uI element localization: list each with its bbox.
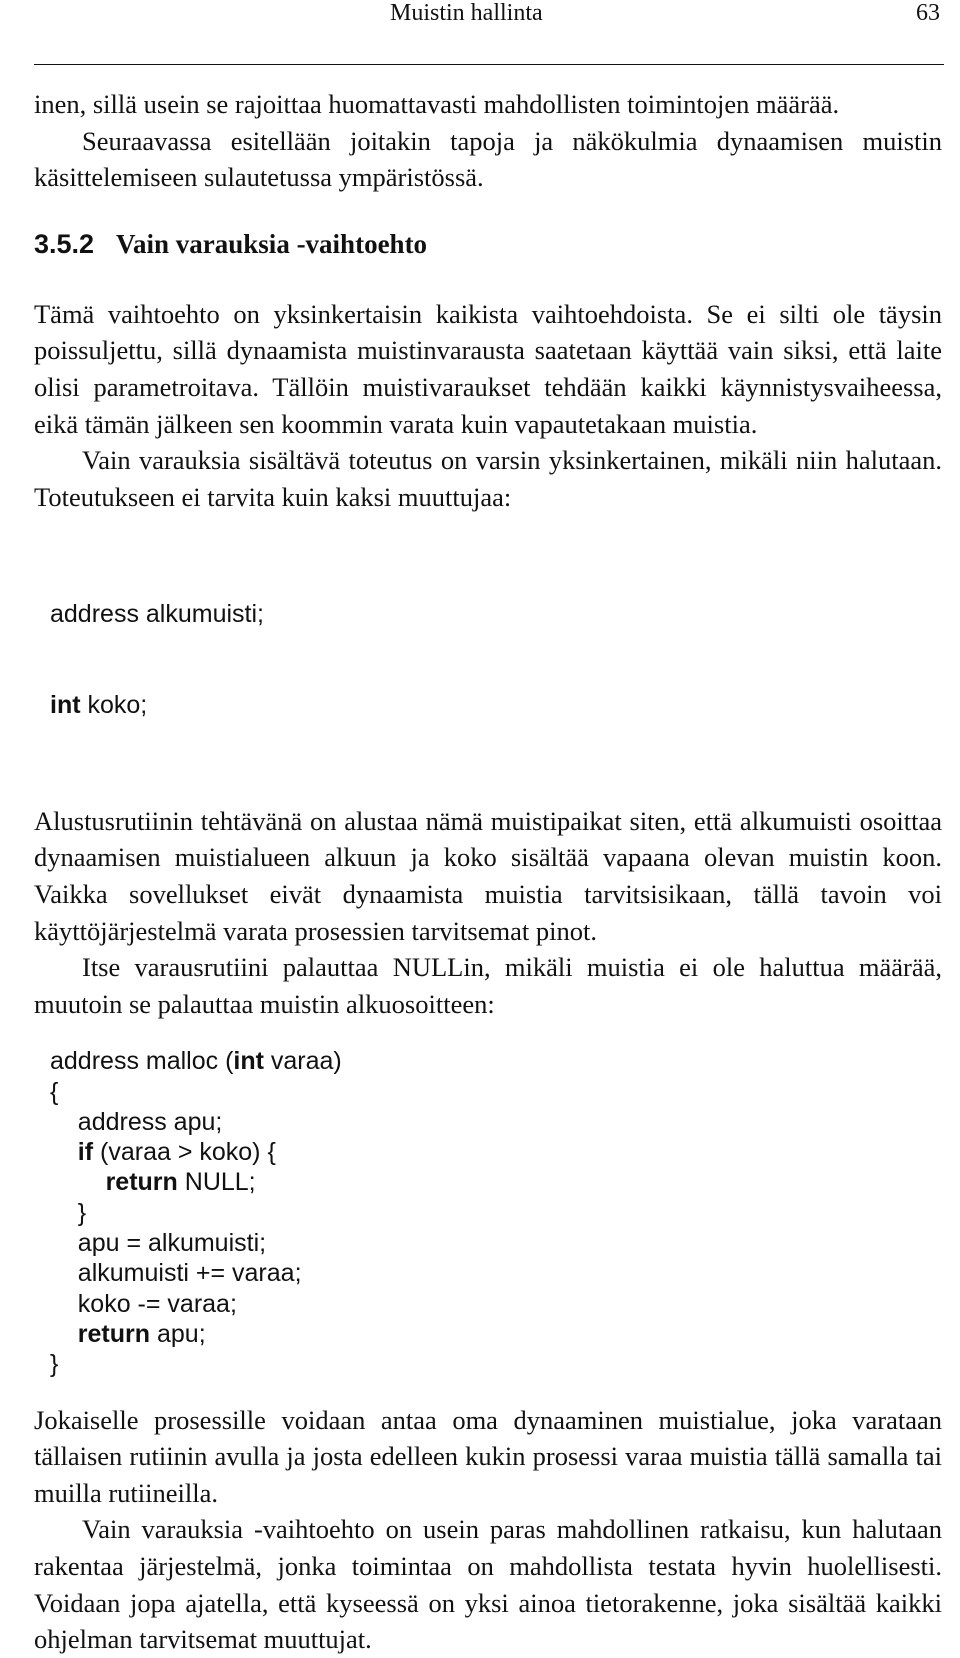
code-line <box>50 1319 942 1349</box>
code-indent <box>50 1290 78 1318</box>
code-keyword: int <box>233 1047 264 1076</box>
code-text: koko -= varaa; <box>77 1289 237 1318</box>
page-number: 63 <box>916 0 940 26</box>
code-indent <box>50 1138 78 1166</box>
paragraph: Alustusrutiinin tehtävänä on alustaa nämä muistipaikat siten, että alkumuisti osoittaa dynaamisen muistialueen alkuun ja koko sisältää vapaana olevan muistin koon. Vaikka sovellukset eivät dynaamista muistia tarvitsisikaan, tällä tavoin voi käyttöjärjestelmä varata prosessien tarvitsemat pinot. <box>34 805 942 946</box>
code-text: (varaa > koko) { <box>93 1138 276 1167</box>
code-line <box>50 690 942 720</box>
code-indent <box>50 1108 78 1136</box>
code-text: apu = alkumuisti; <box>77 1229 267 1258</box>
code-text: address malloc ( <box>50 1047 234 1076</box>
code-line <box>50 1046 942 1076</box>
running-header <box>36 0 942 38</box>
code-text: } <box>77 1198 87 1227</box>
paragraph: Jokaiselle prosessille voidaan antaa oma dynaaminen muistialue, joka varataan tällaisen rutiinin avulla ja josta edelleen kukin prosessi varaa muistia tällä samalla tai muilla rutiineilla. <box>34 1404 942 1508</box>
code-line <box>50 1228 942 1258</box>
code-line <box>50 599 942 629</box>
paragraph: Itse varausrutiini palauttaa NULLin, mikäli muistia ei ole haluttua määrää, muutoin se palauttaa muistin alkuosoitteen: <box>34 952 942 1019</box>
code-line <box>50 1167 942 1197</box>
code-line <box>50 1198 942 1228</box>
paragraph: Vain varauksia sisältävä toteutus on varsin yksinkertainen, mikäli niin halutaan. Toteutukseen ei tarvita kuin kaksi muuttujaa: <box>34 445 942 512</box>
code-keyword: if <box>77 1138 94 1167</box>
code-line <box>50 1289 942 1319</box>
code-text: address apu; <box>77 1107 223 1136</box>
code-line <box>50 1077 942 1107</box>
code-indent <box>50 1168 106 1196</box>
section-number: 3.5.2 <box>34 228 95 259</box>
code-indent <box>50 1259 78 1287</box>
code-text: varaa) <box>263 1047 342 1076</box>
header-rule <box>34 64 944 65</box>
section-title: Vain varauksia -vaihtoehto <box>116 228 428 259</box>
paragraph: inen, sillä usein se rajoittaa huomattavasti mahdollisten toimintojen määrää. <box>34 89 840 119</box>
section-heading <box>34 226 942 262</box>
code-indent <box>50 1199 78 1227</box>
code-line <box>50 1137 942 1167</box>
code-block-variables <box>50 538 942 780</box>
paragraph: Vain varauksia -vaihtoehto on usein paras mahdollinen ratkaisu, kun halutaan rakentaa järjestelmä, jonka toimintaa on mahdollista testata hyvin huolellisesti. Voidaan jopa ajatella, että kyseessä on yksi ainoa tietorakenne, joka sisältää kaikki ohjelman tarvitsemat muuttujat. <box>34 1514 942 1655</box>
code-text: NULL; <box>177 1168 256 1197</box>
running-title: Muistin hallinta <box>390 0 543 26</box>
code-text: koko; <box>80 690 148 719</box>
code-text: apu; <box>150 1319 206 1348</box>
code-line <box>50 1258 942 1288</box>
code-text: address alkumuisti; <box>50 599 264 628</box>
code-keyword: return <box>105 1168 178 1197</box>
code-line <box>50 1349 942 1379</box>
code-text: { <box>50 1077 59 1106</box>
paragraph: Seuraavassa esitellään joitakin tapoja ja näkökulmia dynaamisen muistin käsittelemiseen sulautetussa ympäristössä. <box>34 125 942 193</box>
code-keyword: return <box>77 1319 151 1348</box>
code-indent <box>50 1320 78 1348</box>
code-text: alkumuisti += varaa; <box>77 1259 302 1288</box>
paragraph: Tämä vaihtoehto on yksinkertaisin kaikista vaihtoehdoista. Se ei silti ole täysin poissuljettu, sillä dynaamista muistinvarausta saatetaan käyttää vain siksi, että laite olisi parametroitava. Tällöin muistivaraukset tehdään kaikki käynnistysvaiheessa, eikä tämän jälkeen sen koommin varata kuin vapautetakaan muistia. <box>34 298 942 439</box>
code-keyword: int <box>50 690 81 719</box>
page-body <box>34 86 942 1658</box>
code-block-malloc <box>50 1046 942 1379</box>
code-indent <box>50 1229 78 1257</box>
code-line <box>50 1107 942 1137</box>
code-text: } <box>50 1350 59 1379</box>
